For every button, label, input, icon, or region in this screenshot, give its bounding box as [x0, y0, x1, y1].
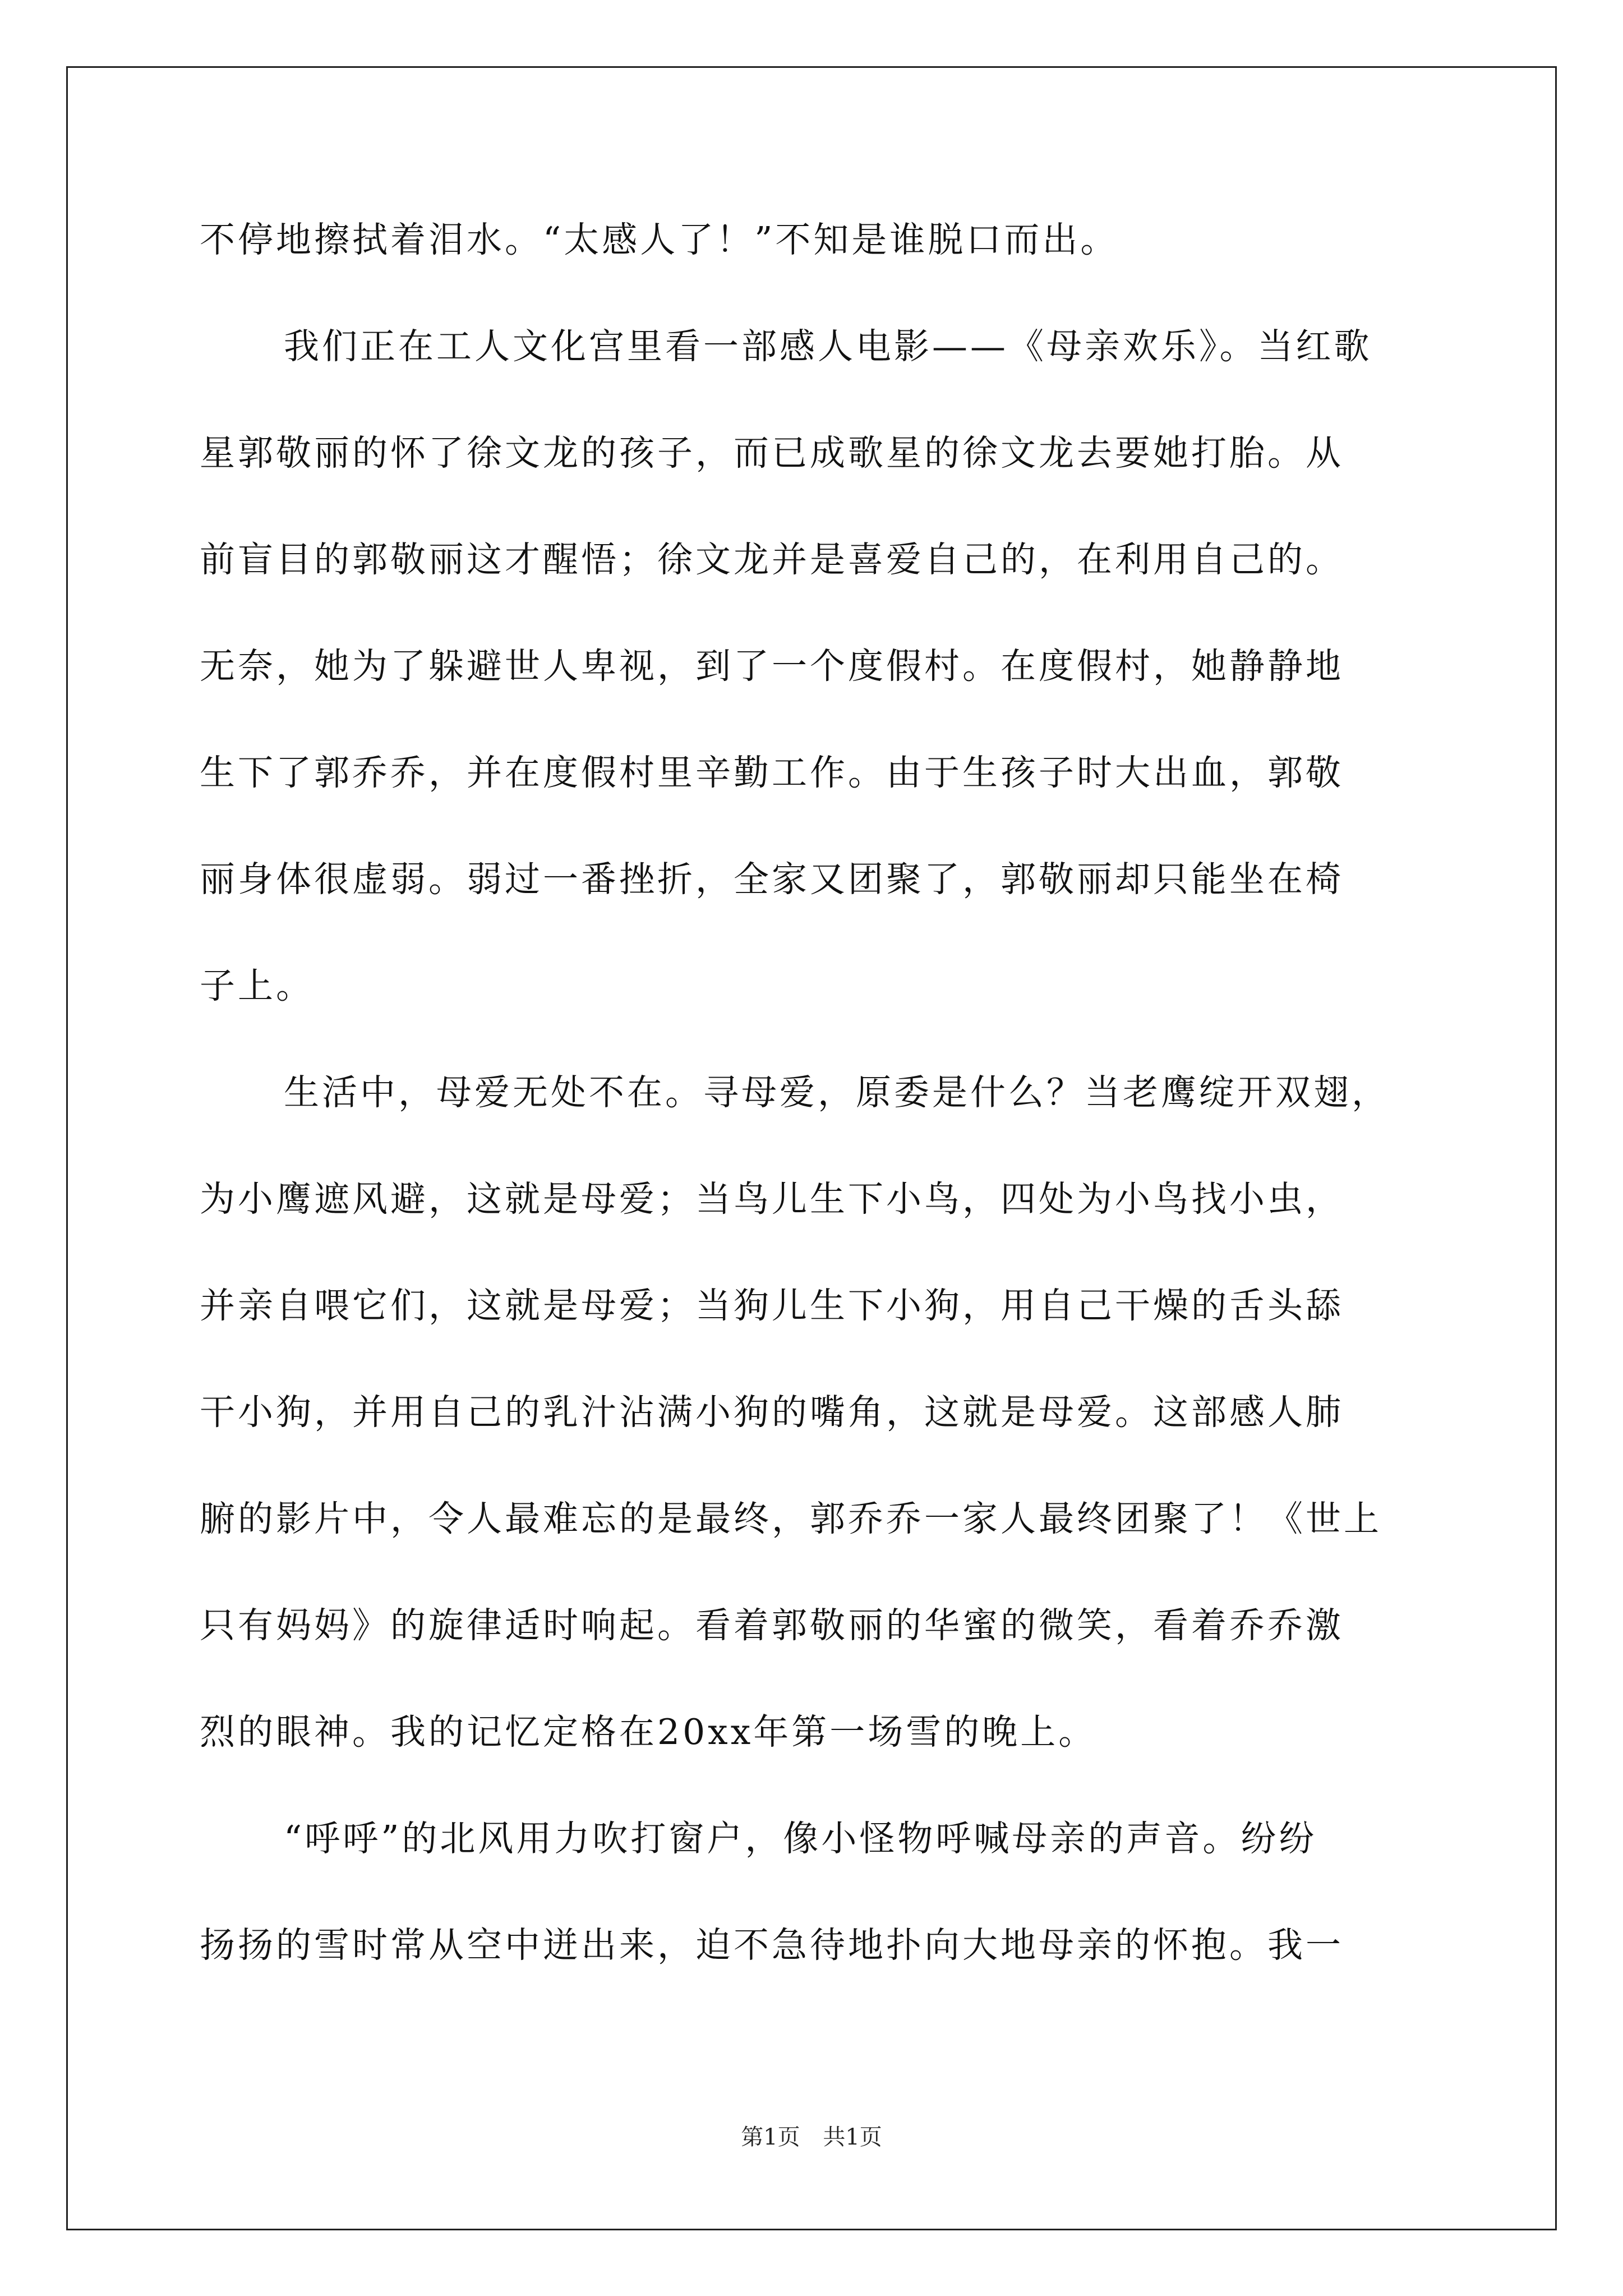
text-line: 扬扬的雪时常从空中迸出来，迫不急待地扑向大地母亲的怀抱。我一	[200, 1925, 1344, 1966]
paragraph-start-line: “呼呼”的北风用力吹打窗户，像小怪物呼喊母亲的声音。纷纷	[284, 1818, 1317, 1859]
paragraph-start-line: 我们正在工人文化宫里看一部感人电影——《母亲欢乐》。当红歌	[284, 326, 1372, 367]
page-border	[66, 66, 1557, 2230]
paragraph-start-line: 生活中，母爱无处不在。寻母爱，原委是什么？当老鹰绽开双翅，	[284, 1072, 1390, 1113]
text-line: 生下了郭乔乔，并在度假村里辛勤工作。由于生孩子时大出血，郭敬	[200, 752, 1344, 793]
text-line: 前盲目的郭敬丽这才醒悟；徐文龙并是喜爱自己的，在利用自己的。	[200, 539, 1344, 580]
text-line: 无奈，她为了躲避世人卑视，到了一个度假村。在度假村，她静静地	[200, 646, 1344, 687]
text-line: 只有妈妈》的旋律适时响起。看着郭敬丽的华蜜的微笑，看着乔乔激	[200, 1605, 1344, 1646]
text-line: 不停地擦拭着泪水。“太感人了！”不知是谁脱口而出。	[200, 219, 1119, 260]
text-line: 丽身体很虚弱。弱过一番挫折，全家又团聚了，郭敬丽却只能坐在椅	[200, 859, 1344, 900]
text-line: 干小狗，并用自己的乳汁沾满小狗的嘴角，这就是母爱。这部感人肺	[200, 1392, 1344, 1433]
text-line: 烈的眼神。我的记忆定格在20xx年第一场雪的晚上。	[200, 1711, 1097, 1752]
text-line: 腑的影片中，令人最难忘的是最终，郭乔乔一家人最终团聚了！《世上	[200, 1498, 1382, 1539]
text-line: 子上。	[200, 965, 314, 1006]
page-number-total: 共1页	[823, 2124, 882, 2150]
text-line: 星郭敬丽的怀了徐文龙的孩子，而已成歌星的徐文龙去要她打胎。从	[200, 432, 1344, 473]
page-footer	[0, 2120, 1623, 2154]
page-number-current: 第1页	[741, 2124, 800, 2150]
text-line: 并亲自喂它们，这就是母爱；当狗儿生下小狗，用自己干燥的舌头舔	[200, 1285, 1344, 1326]
text-line: 为小鹰遮风避，这就是母爱；当鸟儿生下小鸟，四处为小鸟找小虫，	[200, 1179, 1344, 1220]
